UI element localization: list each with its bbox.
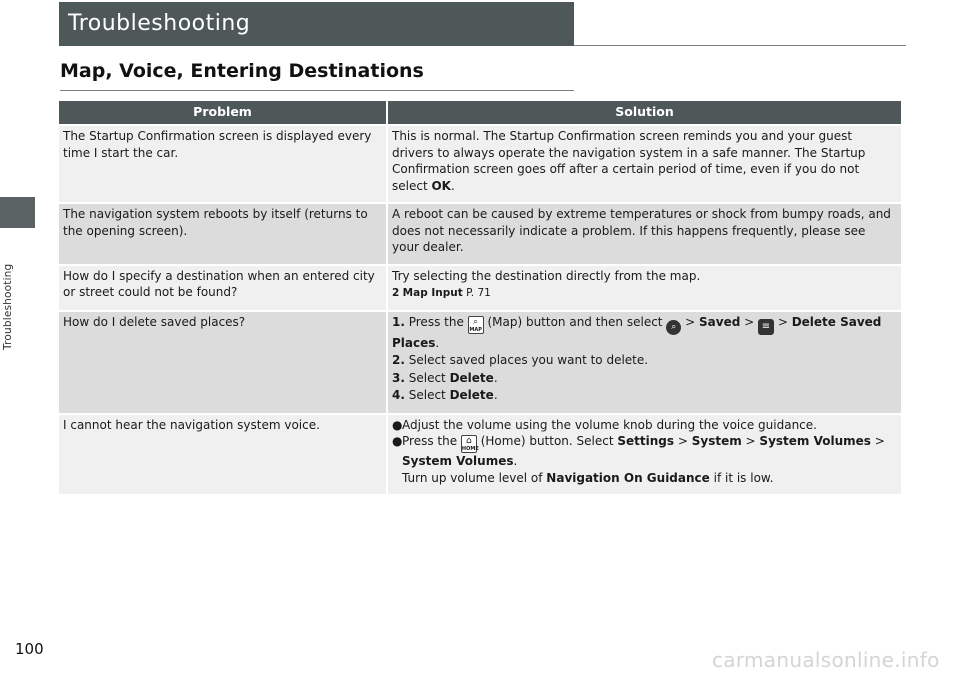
- search-icon: ⌕: [666, 320, 681, 335]
- problem-cell: The Startup Confirmation screen is displayed every time I start the car.: [59, 124, 388, 202]
- table-row: [59, 264, 901, 310]
- table-row: [59, 124, 901, 202]
- title-divider: [574, 45, 906, 46]
- problem-cell: How do I specify a destination when an entered city or street could not be found?: [59, 264, 388, 310]
- follow-up-text: Turn up volume level of Navigation On Guidance if it is low.: [402, 470, 774, 485]
- ok-label: OK: [431, 178, 451, 193]
- solution-cell: Try selecting the destination directly from the map. 2 Map Input P. 71: [388, 264, 901, 310]
- solution-cell: [388, 413, 901, 495]
- step-item: 1. Press the ⌕ MAP (Map) button and then select ⌕ > Saved > ≡ > Delete Saved Places.: [392, 314, 882, 350]
- solution-cell: [388, 310, 901, 413]
- step-item: 3. Select Delete.: [392, 370, 498, 385]
- cross-reference[interactable]: [392, 285, 896, 302]
- solution-header: Solution: [388, 101, 901, 124]
- problem-cell: I cannot hear the navigation system voice.: [59, 413, 388, 495]
- step-item: 4. Select Delete.: [392, 388, 498, 402]
- page-number: 100: [15, 640, 44, 658]
- side-chapter-label: Troubleshooting: [2, 263, 14, 350]
- reference-arrow-icon: 2: [392, 287, 400, 299]
- troubleshooting-table: [59, 101, 901, 494]
- bullet-icon: ●: [392, 417, 403, 432]
- section-title: Map, Voice, Entering Destinations: [60, 60, 424, 82]
- table-row: [59, 202, 901, 264]
- bullet-item: ● Press the ⌂ HOME (Home) button. Select Settings > System > System Volumes > System Volumes.: [392, 434, 885, 468]
- chapter-title: Troubleshooting: [59, 2, 574, 46]
- watermark: carmanualsonline.info: [712, 648, 940, 672]
- reference-page: P. 71: [462, 287, 491, 299]
- problem-cell: The navigation system reboots by itself (returns to the opening screen).: [59, 202, 388, 264]
- step-item: 2. Select saved places you want to delete.: [392, 353, 649, 367]
- bullet-list: [392, 417, 896, 470]
- section-divider: [60, 90, 574, 91]
- table-row: [59, 310, 901, 413]
- map-button-icon: ⌕ MAP: [469, 316, 482, 333]
- reference-label: Map Input: [402, 287, 463, 299]
- solution-cell: This is normal. The Startup Confirmation screen reminds you and your guest drivers to always operate the navigation system in a safe manner. The Startup Confirmation screen goes off after a certain period of time, even if you do not select OK.: [388, 124, 901, 202]
- steps-list: [392, 314, 896, 404]
- table-header-row: [59, 101, 901, 124]
- solution-cell: A reboot can be caused by extreme temperatures or shock from bumpy roads, and does not necessarily indicate a problem. If this happens frequently, please see your dealer.: [388, 202, 901, 264]
- menu-icon: ≡: [758, 319, 774, 335]
- bullet-icon: ●: [392, 434, 403, 448]
- problem-header: Problem: [59, 101, 388, 124]
- table-row: [59, 413, 901, 495]
- bullet-item: ● Adjust the volume using the volume knob during the voice guidance.: [392, 417, 817, 432]
- chapter-side-tab: [0, 197, 35, 228]
- home-button-icon: ⌂ HOME: [461, 436, 479, 452]
- problem-cell: How do I delete saved places?: [59, 310, 388, 413]
